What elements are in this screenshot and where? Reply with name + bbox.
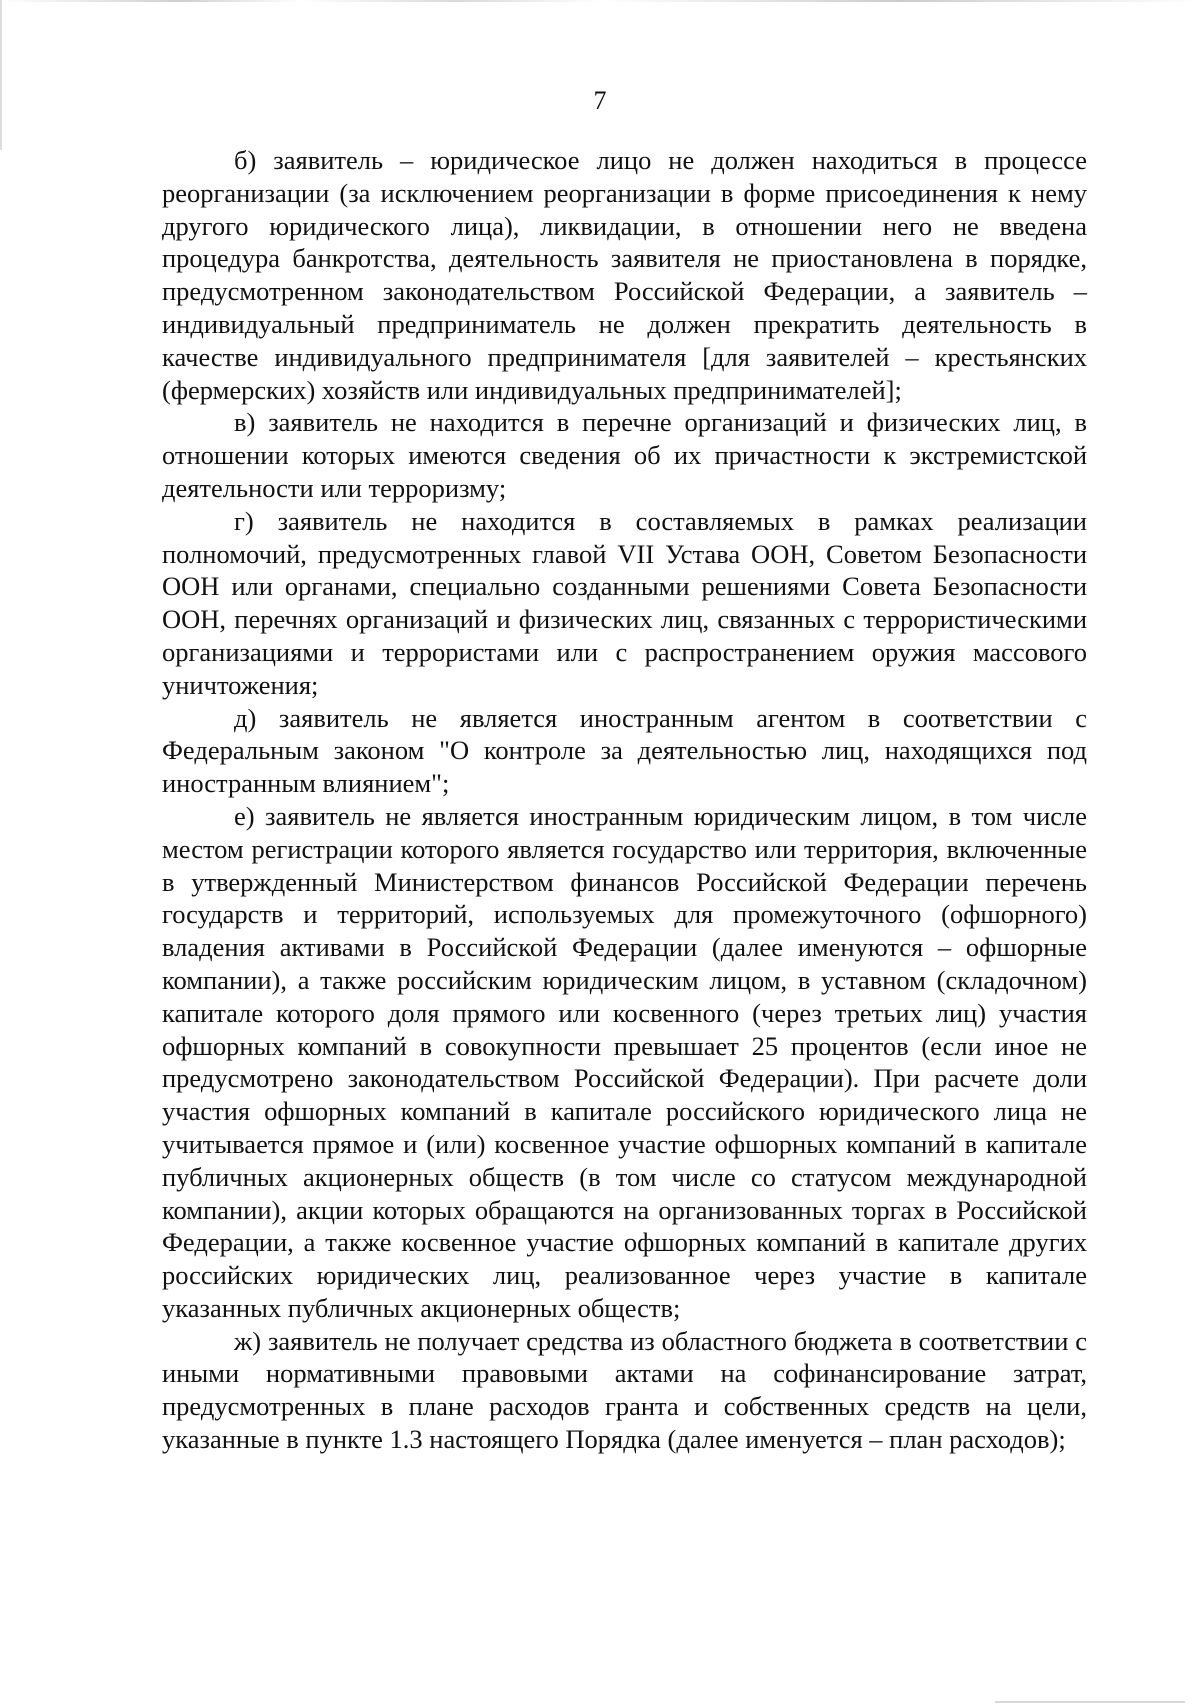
scan-edge-left (0, 0, 2, 150)
paragraph-d: д) заявитель не является иностранным агентом в соответствии с Федеральным законом "О контроле за деятельностью лиц, находящихся под иностранным влиянием"; (162, 702, 1087, 799)
paragraph-e: е) заявитель не является иностранным юридическим лицом, в том числе местом регистрации которого является государство или территория, включенные в утвержденный Министерством финансов Российской Федерации перечень государств и территорий, используемых для промежуточного (офшорного) владения активами в Российской Федерации (далее именуются – офшорные компании), а также российским юридическим лицом, в уставном (складочном) капитале которого доля прямого или косвенного (через третьих лиц) участия офшорных компаний в совокупности превышает 25 процентов (если иное не предусмотрено законодательством Российской Федерации). При расчете доли участия офшорных компаний в капитале российского юридического лица не учитывается прямое и (или) косвенное участие офшорных компаний в капитале публичных акционерных обществ (в том числе со статусом международной компании), акции которых обращаются на организованных торгах в Российской Федерации, а также косвенное участие офшорных компаний в капитале других российских юридических лиц, реализованное через участие в капитале указанных публичных акционерных обществ; (162, 800, 1087, 1323)
page-number: 7 (593, 86, 607, 115)
paragraph-zh: ж) заявитель не получает средства из областного бюджета в соответствии с иными нормативными правовыми актами на софинансирование затрат, предусмотренных в плане расходов гранта и собственных средств на цели, указанные в пункте 1.3 настоящего Порядка (далее именуется – план расходов); (162, 1325, 1087, 1455)
document-body (162, 144, 1087, 1456)
paragraph-v: в) заявитель не находится в перечне организаций и физических лиц, в отношении которых имеются сведения об их причастности к экстремистской деятельности или терроризму; (162, 407, 1087, 503)
paragraph-b: б) заявитель – юридическое лицо не должен находиться в процессе реорганизации (за исключением реорганизации в форме присоединения к нему другого юридического лица), ликвидации, в отношении него не введена процедура банкротства, деятельность заявителя не приостановлена в порядке, предусмотренном законодательством Российской Федерации, а заявитель – индивидуальный предприниматель не должен прекратить деятельность в качестве индивидуального предпринимателя [для заявителей – крестьянских (фермерских) хозяйств или индивидуальных предпринимателей]; (162, 145, 1087, 405)
scan-edge-bottom (995, 1701, 1185, 1703)
paragraph-g: г) заявитель не находится в составляемых в рамках реализации полномочий, предусмотренных главой VII Устава ООН, Советом Безопасности ООН или органами, специально созданными решениями Совета Безопасности ООН, перечнях организаций и физических лиц, связанных с террористическими организациями и террористами или с распространением оружия массового уничтожения; (162, 505, 1087, 700)
scan-edge-top (0, 0, 1200, 2)
